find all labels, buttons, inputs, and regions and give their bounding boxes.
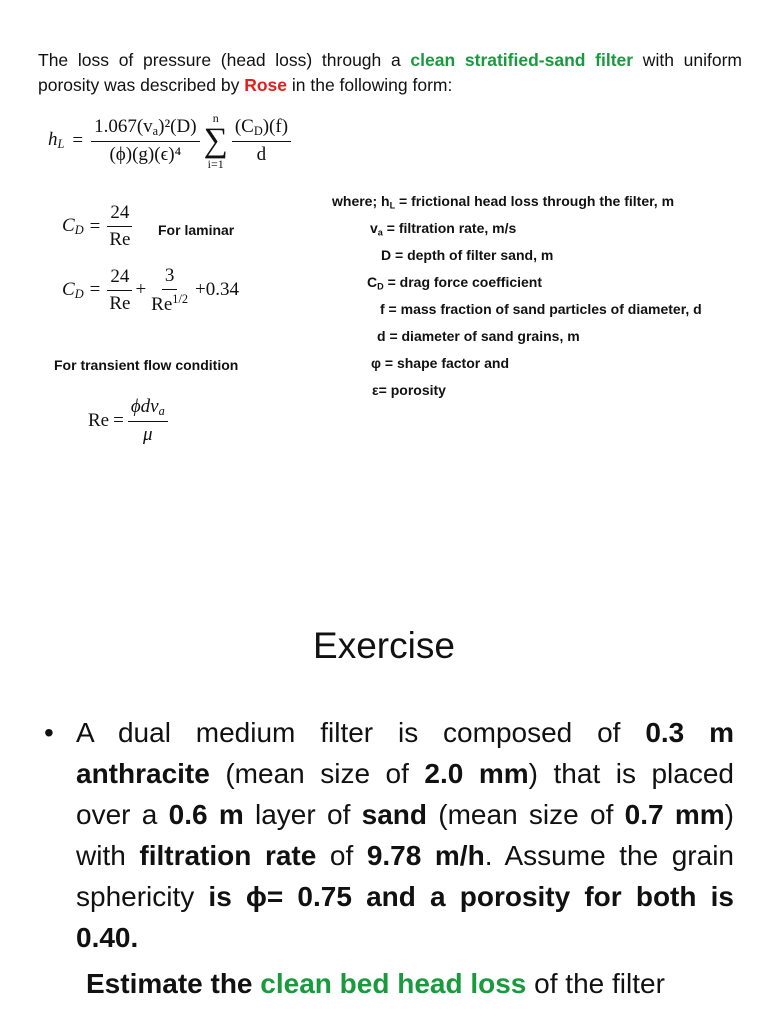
cd-laminar-lhs: $C_D$: [62, 214, 84, 238]
intro-text-2: with uniform porosity was described by: [38, 50, 742, 95]
cd-transient-equals: =: [89, 279, 101, 301]
laminar-note: For laminar: [158, 222, 235, 238]
rose-lhs: $h_L$: [48, 129, 65, 152]
estimate-highlight: clean bed head loss: [260, 968, 527, 999]
cd-laminar-equals: =: [89, 215, 101, 237]
definition-line: where; $h_L$ = frictional head loss through the filter, m: [332, 193, 675, 211]
summation-symbol: n ∑ i=1: [203, 111, 228, 171]
rose-sum-numerator: $(C_D)(f)$: [232, 116, 291, 142]
rose-numerator: $1.067(v_a)^2(D)$: [91, 116, 199, 142]
reynolds-lhs: Re: [88, 410, 110, 432]
cd-transient-constant: +0.34: [195, 279, 240, 301]
cd-transient-term2: $\frac{3}{Re^{1/2}}$: [151, 265, 189, 315]
cd-transient-term1: $\frac{24}{Re}$: [109, 265, 131, 314]
transient-note: For transient flow condition: [54, 357, 239, 373]
cd-laminar-fraction: $\frac{24}{Re}$: [109, 202, 131, 250]
rose-fraction: [91, 116, 199, 166]
intro-text-3: in the following form:: [287, 75, 453, 95]
definition-line: $v_a$ = filtration rate, m/s: [370, 220, 517, 238]
cd-transient-lhs: $C_D$: [62, 278, 84, 301]
rose-denominator: (ϕ)(g)(ϵ)⁴: [109, 144, 182, 166]
rose-equals: =: [72, 130, 84, 151]
rose-formula: [48, 112, 291, 170]
reynolds-formula: [88, 396, 168, 446]
cd-transient-formula: [62, 265, 239, 316]
definition-line: d = diameter of sand grains, m: [377, 328, 580, 344]
cd-laminar-formula: [62, 202, 133, 251]
exercise-bullet: [44, 712, 734, 958]
definition-line: $C_D$ = drag force coefficient: [367, 274, 543, 292]
definition-line: ε= porosity: [372, 382, 446, 398]
exercise-title: Exercise: [313, 625, 455, 666]
rose-sum-denominator: d: [256, 144, 267, 166]
intro-text-1: The loss of pressure (head loss) through a: [38, 50, 411, 70]
reynolds-fraction: $\frac{\phi dv_a}{\mu}$: [128, 396, 168, 446]
definition-line: D = depth of filter sand, m: [381, 247, 554, 263]
definition-line: φ = shape factor and: [371, 355, 509, 371]
estimate-line: Estimate the clean bed head loss of the filter: [86, 968, 665, 999]
intro-paragraph: [38, 48, 742, 98]
intro-highlight-rose: Rose: [244, 75, 288, 95]
cd-transient-plus: +: [135, 279, 147, 301]
bullet-symbol: •: [44, 717, 54, 748]
exercise-text: A dual medium filter is composed of 0.3 m anthracite (mean size of 2.0 mm) that is placed over a 0.6 m layer of sand (mean size of 0.7 mm) with filtration rate of 9.78 m/h. Assume the grain sphericity is ϕ= 0.75 and a porosity for both is 0.40.: [76, 717, 734, 953]
reynolds-equals: =: [113, 410, 124, 432]
rose-sum-fraction: [232, 116, 291, 166]
intro-highlight-filter: clean stratified-sand filter: [410, 50, 634, 70]
definition-line: f = mass fraction of sand particles of diameter, d: [380, 301, 702, 317]
